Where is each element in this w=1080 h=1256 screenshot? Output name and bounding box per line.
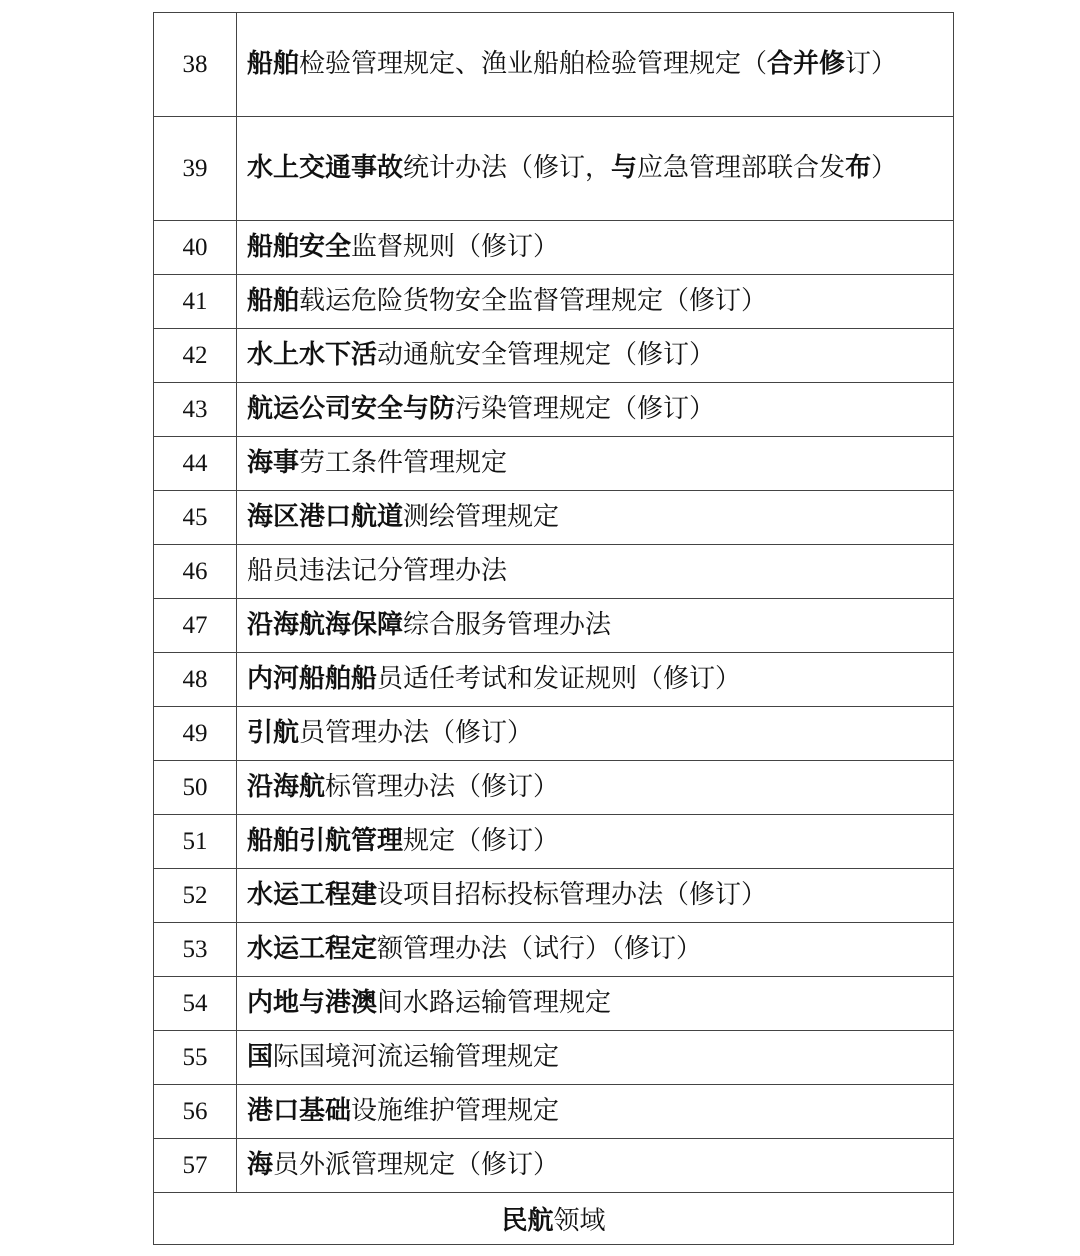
row-title: 船舶引航管理规定（修订） (237, 815, 954, 869)
table-row (154, 1139, 954, 1193)
row-title: 水上水下活动通航安全管理规定（修订） (237, 329, 954, 383)
row-number: 51 (154, 815, 237, 869)
row-number: 49 (154, 707, 237, 761)
regulations-table (153, 12, 954, 1245)
table-row (154, 923, 954, 977)
table-row (154, 545, 954, 599)
table-row (154, 653, 954, 707)
table-row (154, 117, 954, 221)
row-number: 42 (154, 329, 237, 383)
table-row (154, 221, 954, 275)
row-number: 52 (154, 869, 237, 923)
table-row (154, 383, 954, 437)
row-title: 引航员管理办法（修订） (237, 707, 954, 761)
row-number: 57 (154, 1139, 237, 1193)
row-title: 船舶检验管理规定、渔业船舶检验管理规定（合并修订） (237, 13, 954, 117)
row-title: 海事劳工条件管理规定 (237, 437, 954, 491)
row-title: 船舶安全监督规则（修订） (237, 221, 954, 275)
table-row (154, 13, 954, 117)
row-title: 沿海航海保障综合服务管理办法 (237, 599, 954, 653)
row-title: 内河船舶船员适任考试和发证规则（修订） (237, 653, 954, 707)
table-row (154, 1085, 954, 1139)
row-number: 41 (154, 275, 237, 329)
table-row (154, 275, 954, 329)
row-number: 39 (154, 117, 237, 221)
table-row (154, 761, 954, 815)
row-title: 航运公司安全与防污染管理规定（修订） (237, 383, 954, 437)
row-number: 47 (154, 599, 237, 653)
row-title: 国际国境河流运输管理规定 (237, 1031, 954, 1085)
row-number: 43 (154, 383, 237, 437)
row-number: 55 (154, 1031, 237, 1085)
table-row (154, 599, 954, 653)
section-header: 民航领域 (154, 1193, 954, 1245)
row-number: 53 (154, 923, 237, 977)
row-number: 38 (154, 13, 237, 117)
row-title: 海员外派管理规定（修订） (237, 1139, 954, 1193)
row-number: 54 (154, 977, 237, 1031)
row-title: 沿海航标管理办法（修订） (237, 761, 954, 815)
row-title: 水运工程定额管理办法（试行）（修订） (237, 923, 954, 977)
row-title: 船员违法记分管理办法 (237, 545, 954, 599)
row-number: 56 (154, 1085, 237, 1139)
table-row (154, 869, 954, 923)
table-row (154, 815, 954, 869)
row-number: 46 (154, 545, 237, 599)
table-row (154, 707, 954, 761)
row-title: 水运工程建设项目招标投标管理办法（修订） (237, 869, 954, 923)
row-title: 海区港口航道测绘管理规定 (237, 491, 954, 545)
table-row (154, 1031, 954, 1085)
row-number: 50 (154, 761, 237, 815)
row-title: 水上交通事故统计办法（修订，与应急管理部联合发布） (237, 117, 954, 221)
row-number: 48 (154, 653, 237, 707)
table-row (154, 437, 954, 491)
table-row (154, 491, 954, 545)
row-title: 港口基础设施维护管理规定 (237, 1085, 954, 1139)
row-title: 船舶载运危险货物安全监督管理规定（修订） (237, 275, 954, 329)
row-number: 40 (154, 221, 237, 275)
table-row (154, 329, 954, 383)
row-title: 内地与港澳间水路运输管理规定 (237, 977, 954, 1031)
row-number: 45 (154, 491, 237, 545)
section-header-row (154, 1193, 954, 1245)
row-number: 44 (154, 437, 237, 491)
table-row (154, 977, 954, 1031)
